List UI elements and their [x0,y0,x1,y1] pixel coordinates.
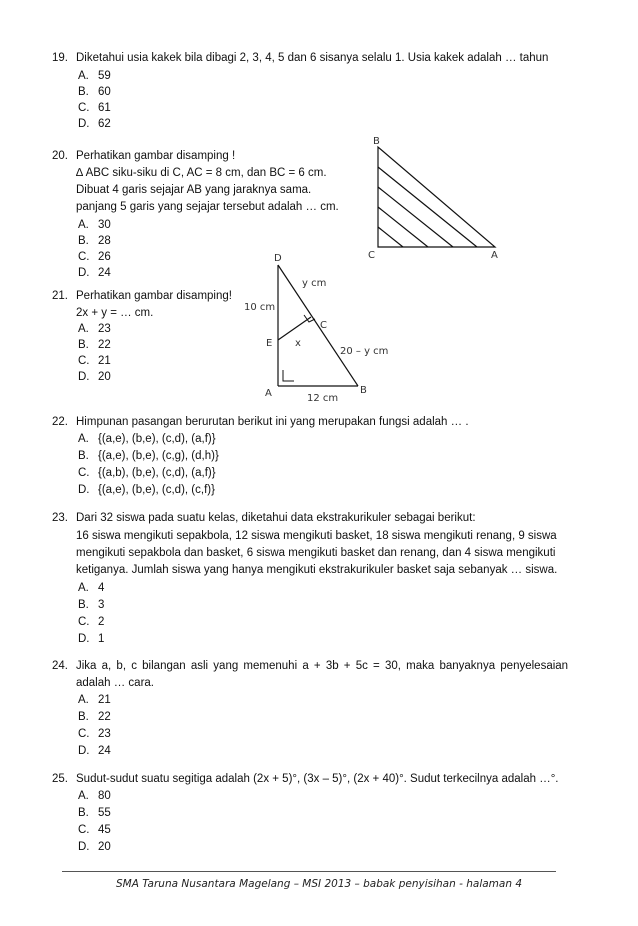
label-y: y cm [302,278,327,289]
q23-paragraph-3: ketiganya. Jumlah siswa yang hanya mengikuti ekstrakurikuler basket saja sebanyak … siswa. [76,564,558,576]
triangle-abc [378,147,495,247]
q21-line-1: 2x + y = … cm. [76,307,154,319]
q20-option-b: B. 28 [78,235,111,247]
q19-option-d: D. 62 [78,118,111,130]
q20-option-a: A. 30 [78,219,111,231]
question-21-stem: 21. Perhatikan gambar disamping! [52,290,232,302]
q21-triangle-figure [240,250,410,405]
q25-option-b: B. 55 [78,807,111,819]
q21-option-c: C. 21 [78,355,111,367]
q20-option-d: D. 24 [78,267,111,279]
q25-option-c: C. 45 [78,824,111,836]
label-d: D [274,253,282,264]
question-24-stem: 24. Jika a, b, c bilangan asli yang memenuhi a + 3b + 5c = 30, maka banyaknya penyelesaian [52,660,569,672]
q22-option-c: C. {(a,b), (b,e), (c,d), (a,f)} [78,467,216,479]
segment-ec [278,317,311,340]
q23-option-d: D. 1 [78,633,105,645]
q25-option-d: D. 20 [78,841,111,853]
label-a: A [265,388,272,399]
q24-option-c: C. 23 [78,728,111,740]
q19-option-b: B. 60 [78,86,111,98]
q25-option-a: A. 80 [78,790,111,802]
q24-option-b: B. 22 [78,711,111,723]
label-10cm: 10 cm [244,302,276,313]
q22-option-b: B. {(a,e), (b,e), (c,g), (d,h)} [78,450,219,462]
q22-option-a: A. {(a,e), (b,e), (c,d), (a,f)} [78,433,216,445]
label-a: A [491,250,498,261]
question-20-stem: 20. Perhatikan gambar disamping ! [52,150,236,162]
q23-option-a: A. 4 [78,582,105,594]
question-22-stem: 22. Himpunan pasangan berurutan berikut ini yang merupakan fungsi adalah … . [52,416,469,428]
q23-paragraph-2: mengikuti sepakbola dan basket, 6 siswa mengikuti basket dan renang, dan 4 siswa mengikuti [76,547,556,559]
q20-line-1: ∆ ABC siku-siku di C, AC = 8 cm, dan BC = 6 cm. [76,167,327,179]
question-25-stem: 25. Sudut-sudut suatu segitiga adalah (2x + 5)°, (3x – 5)°, (2x + 40)°. Sudut terkecilnya adalah …°. [52,773,559,785]
question-19-stem: 19. Diketahui usia kakek bila dibagi 2, 3, 4, 5 dan 6 sisanya selalu 1. Usia kakek adalah … tahun [52,52,549,64]
label-x: x [295,338,301,349]
q23-option-c: C. 2 [78,616,105,628]
q24-option-a: A. 21 [78,694,111,706]
q20-triangle-figure [360,135,510,265]
q21-option-a: A. 23 [78,323,111,335]
q23-option-b: B. 3 [78,599,105,611]
page-footer: SMA Taruna Nusantara Magelang – MSI 2013 – babak penyisihan - halaman 4 [115,878,523,890]
footer-divider [62,871,556,872]
q24-option-d: D. 24 [78,745,111,757]
q24-line-1: adalah … cara. [76,677,154,689]
q19-option-c: C. 61 [78,102,111,114]
q22-option-d: D. {(a,e), (b,e), (c,d), (c,f)} [78,484,215,496]
label-12cm: 12 cm [307,393,339,404]
label-e: E [266,338,273,349]
parallel-line-2 [378,187,453,247]
parallel-line-1 [378,167,477,247]
question-23-stem: 23. Dari 32 siswa pada suatu kelas, diketahui data ekstrakurikuler sebagai berikut: [52,512,476,524]
q20-line-3: panjang 5 garis yang sejajar tersebut adalah … cm. [76,201,339,213]
q19-option-a: A. 59 [78,70,111,82]
right-angle-a [283,370,294,381]
label-b: B [373,136,380,147]
q21-option-d: D. 20 [78,371,111,383]
q20-line-2: Dibuat 4 garis sejajar AB yang jaraknya sama. [76,184,312,196]
label-b: B [360,385,367,396]
q21-option-b: B. 22 [78,339,111,351]
parallel-line-4 [378,227,403,247]
label-c: C [320,320,327,331]
label-c: C [368,250,375,261]
parallel-line-3 [378,207,428,247]
q20-option-c: C. 26 [78,251,111,263]
label-20-y: 20 – y cm [340,346,389,357]
q23-paragraph-1: 16 siswa mengikuti sepakbola, 12 siswa mengikuti basket, 18 siswa mengikuti renang, 9 siswa [76,530,557,542]
